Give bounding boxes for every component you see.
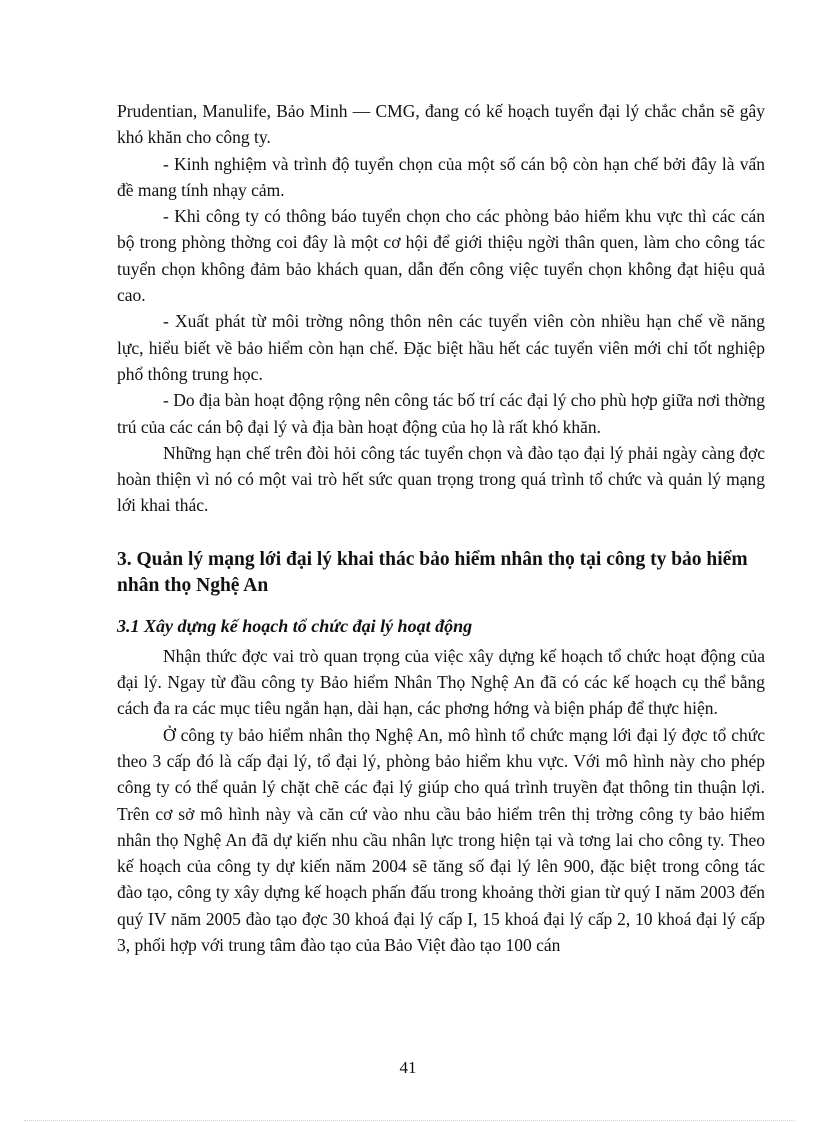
subsection-heading: 3.1 Xây dựng kế hoạch tổ chức đại lý hoạt động (117, 615, 473, 636)
paragraph-planning-awareness: Nhận thức đợc vai trò quan trọng của việc xây dựng kế hoạch tổ chức hoạt động của đại lý. Ngay từ đầu công ty Bảo hiểm Nhân Thọ Nghệ An đã có các kế hoạch cụ thể bằng cách đa ra các mục tiêu ngắn hạn, dài hạn, các phơng hớng và biện pháp để thực hiện. (117, 645, 765, 719)
footer-dotted-rule (24, 1120, 794, 1121)
page-number: 41 (399, 1058, 417, 1077)
page-body (117, 98, 765, 958)
paragraph-continuation: Prudentian, Manulife, Bảo Minh — CMG, đang có kế hoạch tuyển đại lý chắc chắn sẽ gây khó khăn cho công ty. (117, 101, 765, 148)
paragraph-bullet-wide-area: - Do địa bàn hoạt động rộng nên công tác bố trí các đại lý cho phù hợp giữa nơi thờng trú của các cán bộ đại lý và địa bàn hoạt động của họ là rất khó khăn. (117, 390, 765, 437)
paragraph-organization-model: Ở công ty bảo hiểm nhân thọ Nghệ An, mô hình tổ chức mạng lới đại lý đợc tổ chức theo 3 cấp đó là cấp đại lý, tổ đại lý, phòng bảo hiểm khu vực. Với mô hình này cho phép công ty có thể quản lý chặt chẽ các đại lý giúp cho quá trình truyền đạt thông tin thuận lợi. Trên cơ sở mô hình này và căn cứ vào nhu cầu bảo hiểm trên thị trờng công ty bảo hiểm nhân thọ Nghệ An đã dự kiến nhu cầu nhân lực trong hiện tại và tơng lai cho công ty. Theo kế hoạch của công ty dự kiến năm 2004 sẽ tăng số đại lý lên 900, đặc biệt trong công tác đào tạo, công ty xây dựng kế hoạch phấn đấu trong khoảng thời gian từ quý I năm 2003 đến quý IV năm 2005 đào tạo đợc 30 khoá đại lý cấp I, 15 khoá đại lý cấp 2, 10 khoá đại lý cấp 3, phối hợp với trung tâm đào tạo của Bảo Việt đào tạo 100 cán (117, 724, 765, 956)
paragraph-limitations-summary: Những hạn chế trên đòi hỏi công tác tuyển chọn và đào tạo đại lý phải ngày càng đợc hoàn thiện vì nó có một vai trò hết sức quan trọng trong quá trình tổ chức và quản lý mạng lới khai thác. (117, 442, 765, 516)
paragraph-bullet-experience: - Kinh nghiệm và trình độ tuyển chọn của một số cán bộ còn hạn chế bởi đây là vấn đề mang tính nhạy cảm. (117, 153, 765, 200)
section-heading: 3. Quản lý mạng lới đại lý khai thác bảo hiểm nhân thọ tại công ty bảo hiểm nhân thọ Nghệ An (117, 548, 748, 596)
paragraph-bullet-rural-environment: - Xuất phát từ môi trờng nông thôn nên các tuyển viên còn nhiều hạn chế về năng lực, hiểu biết về bảo hiểm còn hạn chế. Đặc biệt hầu hết các tuyển viên mới chỉ tốt nghiệp phổ thông trung học. (117, 311, 765, 384)
paragraph-bullet-recruitment-notice: - Khi công ty có thông báo tuyển chọn cho các phòng bảo hiểm khu vực thì các cán bộ trong phòng thờng coi đây là một cơ hội để giới thiệu ngời thân quen, làm cho công tác tuyển chọn không đảm bảo khách quan, dẫn đến công việc tuyển chọn không đạt hiệu quả cao. (117, 206, 765, 306)
